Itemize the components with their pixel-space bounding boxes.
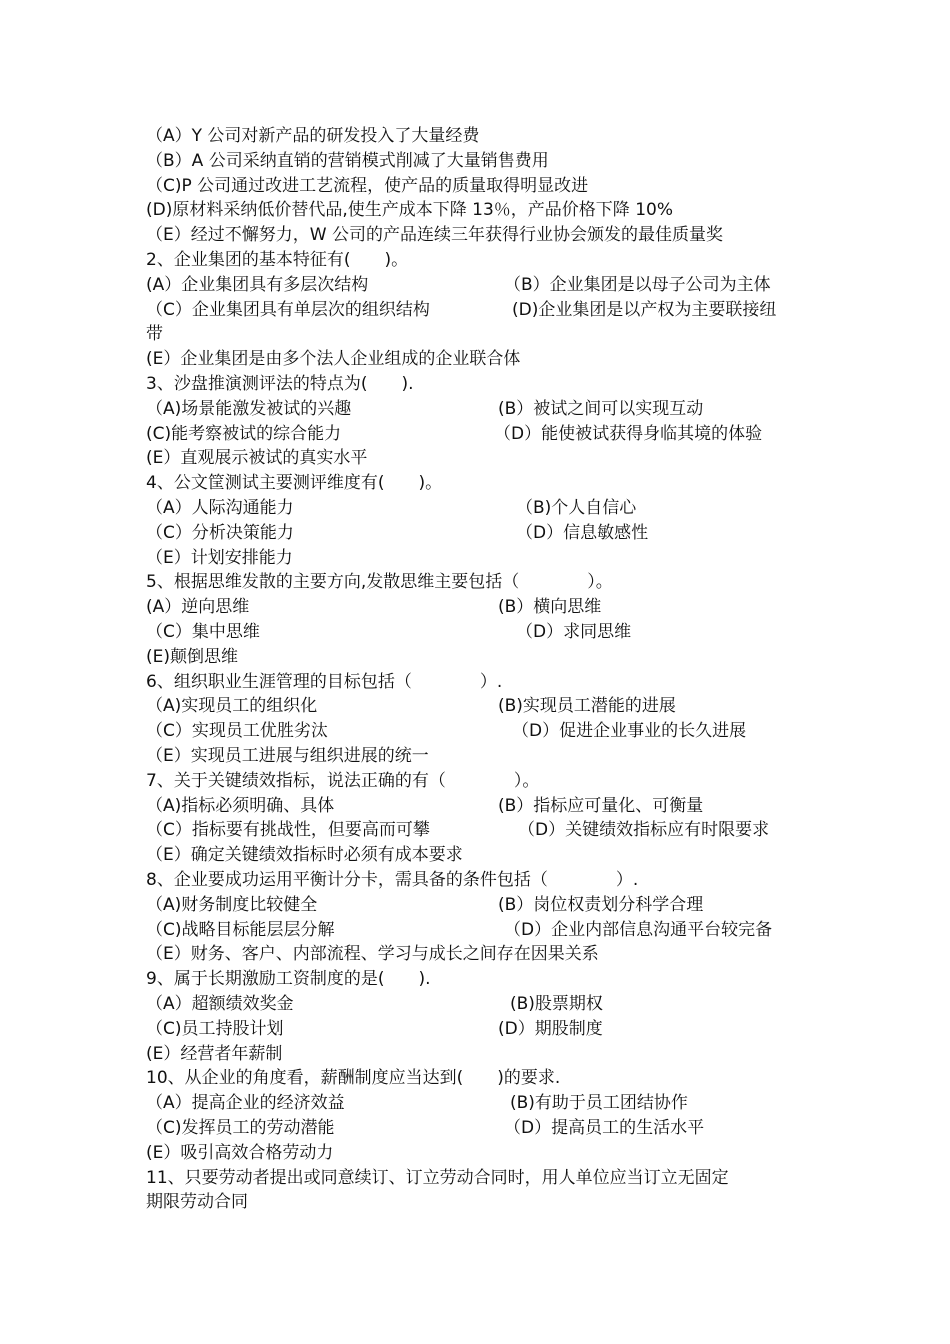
text-line: （A)指标必须明确、具体 [146,796,335,816]
text-line: 6、组织职业生涯管理的目标包括（ ）. [146,672,503,692]
text-line: (E）经营者年薪制 [146,1044,283,1064]
text-line: （E）计划安排能力 [146,548,293,568]
text-line: （A)场景能激发被试的兴趣 [146,399,352,419]
text-line: 4、公文筐测试主要测评维度有( )。 [146,473,443,493]
text-line: (E）直观展示被试的真实水平 [146,448,368,468]
option-right: (B)实现员工潜能的进展 [498,696,676,716]
text-line: （A）Y 公司对新产品的研发投入了大量经费 [146,126,480,146]
text-line: （A)实现员工的组织化 [146,696,318,716]
text-line: (C)能考察被试的综合能力 [146,424,342,444]
text-line: 8、企业要成功运用平衡计分卡，需具备的条件包括（ ）. [146,870,639,890]
option-right: （D）企业内部信息沟通平台较完备 [504,920,773,940]
text-line: 9、属于长期激励工资制度的是( ). [146,969,431,989]
option-right: (D)企业集团是以产权为主要联接纽 [512,300,777,320]
option-right: (B）被试之间可以实现互动 [498,399,704,419]
option-right: (D）期股制度 [498,1019,603,1039]
text-line: （A）人际沟通能力 [146,498,294,518]
option-right: (B)有助于员工团结协作 [510,1093,688,1113]
text-line: （C）分析决策能力 [146,523,294,543]
option-right: (B）岗位权责划分科学合理 [498,895,704,915]
option-right: （D）能使被试获得身临其境的体验 [494,424,763,444]
text-line: 11、只要劳动者提出或同意续订、订立劳动合同时，用人单位应当订立无固定 [146,1168,729,1188]
text-line: （E）财务、客户、内部流程、学习与成长之间存在因果关系 [146,944,599,964]
text-line: (A）企业集团具有多层次结构 [146,275,369,295]
text-line: （A）超额绩效奖金 [146,994,294,1014]
option-right: (B）横向思维 [498,597,602,617]
text-line: 带 [146,324,163,344]
text-line: （C）集中思维 [146,622,260,642]
text-line: 3、沙盘推演测评法的特点为( ). [146,374,414,394]
text-line: （E）经过不懈努力，W 公司的产品连续三年获得行业协会颁发的最佳质量奖 [146,225,723,245]
option-right: （D）信息敏感性 [516,523,649,543]
option-right: （D）求同思维 [516,622,632,642]
option-right: （D）关键绩效指标应有时限要求 [518,820,770,840]
text-line: （A）提高企业的经济效益 [146,1093,345,1113]
text-line: 7、关于关键绩效指标，说法正确的有（ ）。 [146,771,540,791]
text-line: （C)战略目标能层层分解 [146,920,335,940]
option-right: （D）提高员工的生活水平 [504,1118,705,1138]
text-line: （C)发挥员工的劳动潜能 [146,1118,335,1138]
text-line: (E)颠倒思维 [146,647,239,667]
text-line: （C）实现员工优胜劣汰 [146,721,328,741]
text-line: 5、根据思维发散的主要方向,发散思维主要包括（ ）。 [146,572,613,592]
text-line: (A）逆向思维 [146,597,250,617]
text-line: （C)P 公司通过改进工艺流程，使产品的质量取得明显改进 [146,176,589,196]
text-line: 10、从企业的角度看，薪酬制度应当达到( )的要求. [146,1068,561,1088]
option-right: (B）指标应可量化、可衡量 [498,796,704,816]
option-right: （B）企业集团是以母子公司为主体 [504,275,771,295]
text-line: （B）A 公司采纳直销的营销模式削减了大量销售费用 [146,151,549,171]
text-line: （C）指标要有挑战性，但要高而可攀 [146,820,430,840]
text-line: （C）企业集团具有单层次的组织结构 [146,300,430,320]
text-line: （E）确定关键绩效指标时必须有成本要求 [146,845,463,865]
text-line: 期限劳动合同 [146,1192,248,1212]
text-line: （C)员工持股计划 [146,1019,284,1039]
text-line: （E）实现员工进展与组织进展的统一 [146,746,429,766]
option-right: （D）促进企业事业的长久进展 [512,721,747,741]
text-line: （A)财务制度比较健全 [146,895,318,915]
option-right: (B)股票期权 [510,994,603,1014]
text-line: (E）吸引高效合格劳动力 [146,1143,334,1163]
text-line: (E）企业集团是由多个法人企业组成的企业联合体 [146,349,521,369]
text-line: 2、企业集团的基本特征有( )。 [146,250,409,270]
option-right: （B)个人自信心 [516,498,637,518]
text-line: (D)原材料采纳低价替代品,使生产成本下降 13％，产品价格下降 10% [146,200,673,220]
